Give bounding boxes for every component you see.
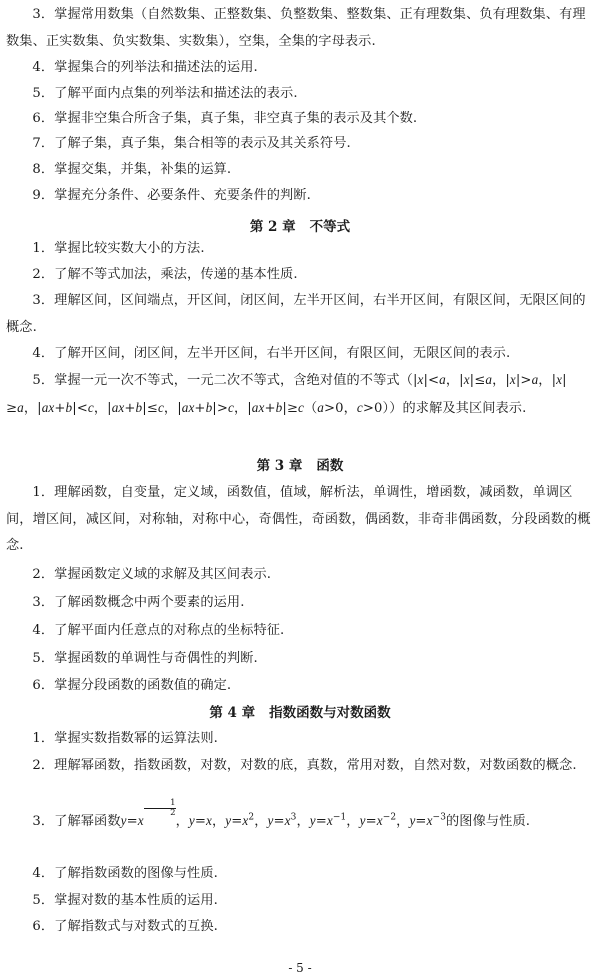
list-item: 5．掌握函数的单调性与奇偶性的判断.	[32, 651, 258, 666]
chapter-title: 不等式	[309, 219, 351, 235]
list-item: 5．掌握对数的基本性质的运用.	[32, 893, 218, 908]
list-item: 8．掌握交集，并集，补集的运算.	[32, 162, 232, 177]
item-text: 5．掌握一元一次不等式，一元二次不等式，含绝对值的不等式（	[32, 373, 413, 388]
chapter-number: 第 3 章	[256, 458, 303, 474]
chapter-heading	[0, 217, 600, 237]
formula: y=x $\frac{1}{2}$ ，y=x，$y=x^2$，$y=x^3$，$y=x^{-1}$，$y=x^{-2}$，$y=x^{-3}$	[120, 798, 447, 829]
list-item: 2．了解不等式加法，乘法，传递的基本性质.	[32, 267, 298, 282]
list-item: 2．理解幂函数，指数函数，对数，对数的底，真数，常用对数，自然对数，对数函数的概念.	[32, 758, 577, 773]
list-item: 3．掌握常用数集（自然数集、正整数集、负整数集、整数集、正有理数集、负有理数集、有理数集、正实数集、负实数集、实数集），空集，全集的字母表示.	[6, 7, 586, 49]
item-text: 3．了解幂函数	[32, 814, 121, 829]
item-text: 的图像与性质.	[446, 814, 531, 829]
chapter-number: 第 4 章	[209, 705, 256, 721]
list-item-inequalities	[6, 367, 594, 422]
list-item: 6．了解指数式与对数式的互换.	[32, 919, 218, 934]
list-item: 9．掌握充分条件、必要条件、充要条件的判断.	[32, 188, 311, 203]
list-item: 4．了解指数函数的图像与性质.	[32, 866, 218, 881]
list-item: 1．掌握比较实数大小的方法.	[32, 241, 205, 256]
list-item: 1．理解函数，自变量，定义域，函数值，值域，解析法，单调性，增函数，减函数，单调区间，增区间，减区间，对称轴，对称中心，奇偶性，奇函数，偶函数，非奇非偶函数，分段函数的概念.	[6, 485, 591, 553]
chapter-title: 指数函数与对数函数	[269, 705, 391, 721]
list-item-power-functions	[6, 798, 594, 836]
chapter-heading	[0, 456, 600, 476]
list-item: 4．了解开区间，闭区间，左半开区间，右半开区间，有限区间，无限区间的表示.	[32, 346, 511, 361]
page-number: - 5 -	[288, 961, 312, 975]
chapter-title: 函数	[316, 458, 344, 474]
list-item: 4．掌握集合的列举法和描述法的运用.	[32, 60, 258, 75]
chapter-number: 第 2 章	[249, 219, 296, 235]
list-item: 3．了解函数概念中两个要素的运用.	[32, 595, 245, 610]
list-item: 2．掌握函数定义域的求解及其区间表示.	[32, 567, 272, 582]
list-item: 3．理解区间，区间端点，开区间，闭区间，左半开区间，右半开区间，有限区间，无限区间的概念.	[6, 293, 586, 335]
list-item: 5．了解平面内点集的列举法和描述法的表示.	[32, 86, 298, 101]
list-item: 7．了解子集，真子集，集合相等的表示及其关系符号.	[32, 136, 351, 151]
list-item: 6．掌握分段函数的函数值的确定.	[32, 678, 232, 693]
list-item: 4．了解平面内任意点的对称点的坐标特征.	[32, 623, 285, 638]
chapter-heading	[0, 703, 600, 723]
list-item: 6．掌握非空集合所含子集，真子集，非空真子集的表示及其个数.	[32, 111, 418, 126]
item-text: ）的求解及其区间表示.	[389, 400, 527, 416]
formula: |x|<a，|x|≤a，|x|>a，|x|≥a，|ax+b|<c，|ax+b|≤c，|ax+b|>c，|ax+b|≥c（a>0，c>0）	[6, 372, 567, 416]
list-item: 1．掌握实数指数幂的运算法则.	[32, 731, 218, 746]
